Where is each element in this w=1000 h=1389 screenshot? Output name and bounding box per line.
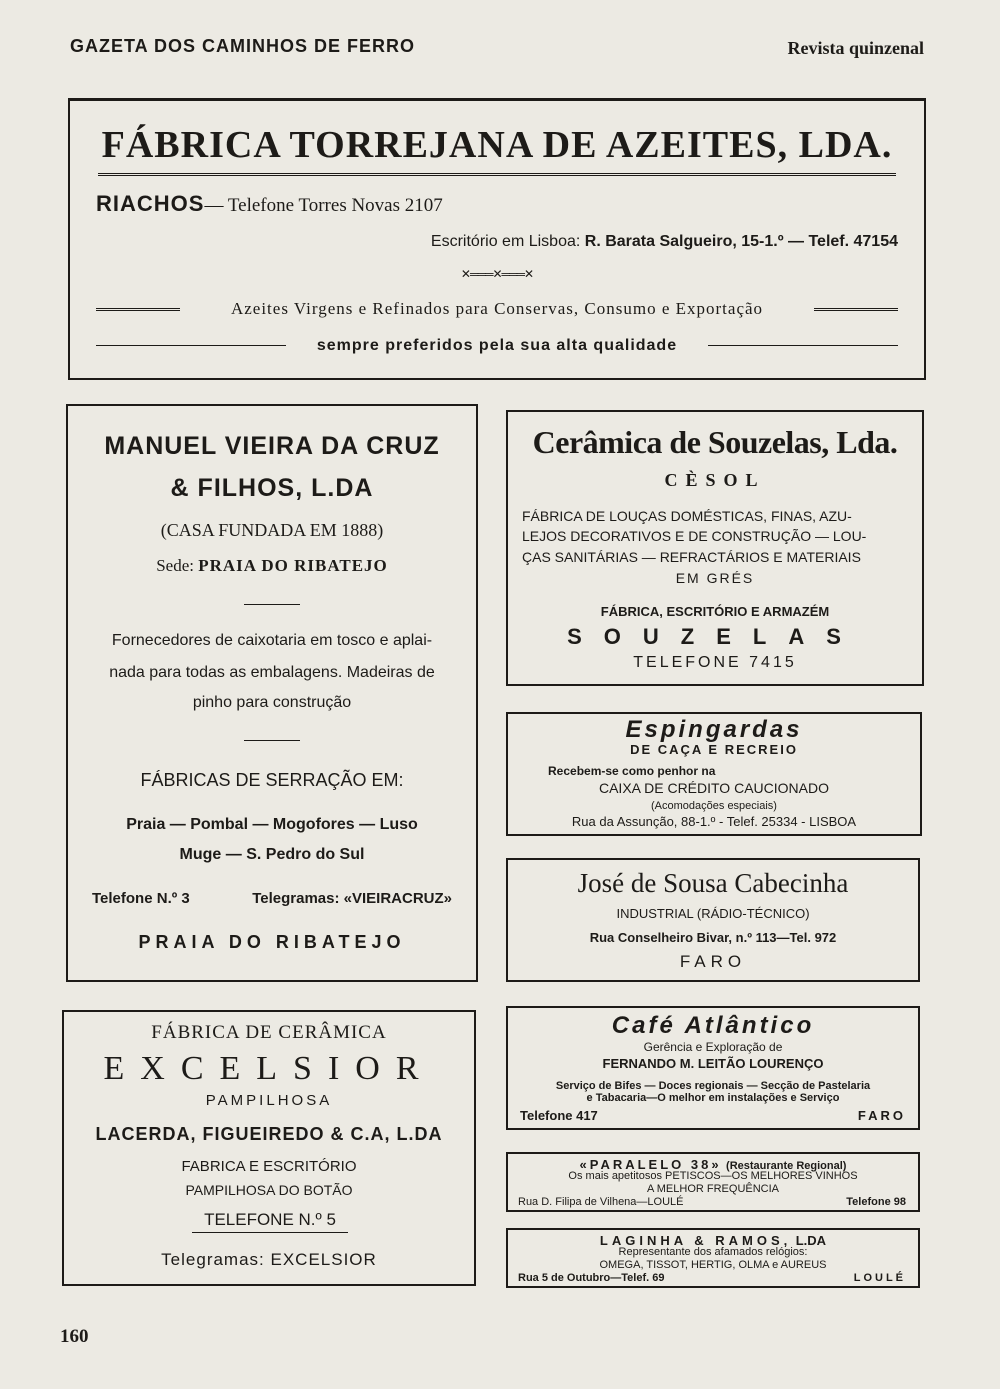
torrejana-slogan: sempre preferidos pela sua alta qualidade	[316, 337, 678, 354]
souzelas-brand: CÈSOL	[664, 470, 766, 490]
torrejana-products: Azeites Virgens e Refinados para Conservas, Consumo e Exportação	[230, 299, 764, 318]
excelsior-place: PAMPILHOSA	[205, 1092, 333, 1109]
paralelo-line2: A MELHOR FREQUÊNCIA	[646, 1183, 780, 1195]
torrejana-rule	[98, 173, 896, 176]
souzelas-phone: TELEFONE 7415	[633, 654, 797, 671]
atlantico-services1: Serviço de Bifes — Doces regionais — Secção de Pastelaria	[555, 1080, 871, 1092]
paralelo-name: «PARALELO 38»	[579, 1157, 722, 1172]
excelsior-owners: LACERDA, FIGUEIREDO & C.A, L.DA	[95, 1124, 443, 1144]
torrejana-town-line	[96, 191, 443, 217]
excelsior-line1: FÁBRICA DE CERÂMICA	[151, 1022, 387, 1043]
vieira-name-line2: & FILHOS, L.DA	[170, 474, 374, 502]
torrejana-office-line	[431, 233, 898, 251]
laginha-line1: Representante dos afamados relógios:	[618, 1246, 808, 1258]
laginha-line2: OMEGA, TISSOT, HERTIG, OLMA e AUREUS	[599, 1259, 827, 1271]
ad-paralelo-38	[506, 1152, 920, 1212]
atlantico-name: Café Atlântico	[611, 1012, 815, 1039]
souzelas-desc-line2: LEJOS DECORATIVOS E DE CONSTRUÇÃO — LOU-	[522, 528, 867, 544]
magazine-title: GAZETA DOS CAMINHOS DE FERRO	[70, 36, 416, 56]
vieira-desc-line3: pinho para construção	[192, 694, 352, 711]
souzelas-town: SOUZELAS	[567, 624, 863, 649]
atlantico-line1: Gerência e Exploração de	[643, 1040, 783, 1054]
vieira-footer: PRAIA DO RIBATEJO	[138, 932, 406, 952]
ad-torrejana	[68, 98, 926, 380]
vieira-factories-title: FÁBRICAS DE SERRAÇÃO EM:	[140, 770, 404, 790]
vieira-phone: Telefone N.º 3	[92, 890, 190, 907]
ad-cafe-atlantico	[506, 1006, 920, 1130]
vieira-mid-rule	[244, 740, 300, 741]
torrejana-office-address: R. Barata Salgueiro, 15-1.º — Telef. 47154	[584, 233, 898, 250]
atlantico-phone: Telefone 417	[520, 1108, 598, 1123]
excelsior-phone: TELEFONE N.º 5	[192, 1210, 348, 1233]
espingardas-line4: Rua da Assunção, 88-1.º - Telef. 25334 - LISBOA	[571, 814, 857, 829]
souzelas-subtitle: FÁBRICA, ESCRITÓRIO E ARMAZÉM	[600, 604, 830, 619]
laginha-suffix: L.DA	[795, 1233, 827, 1248]
souzelas-desc-line1: FÁBRICA DE LOUÇAS DOMÉSTICAS, FINAS, AZU-	[522, 508, 852, 524]
vieira-founded: (CASA FUNDADA EM 1888)	[160, 520, 384, 540]
ad-vieira-da-cruz	[66, 404, 478, 982]
magazine-frequency: Revista quinzenal	[787, 38, 924, 58]
ad-souzelas	[506, 410, 924, 686]
vieira-seat-label: Sede:	[156, 556, 194, 575]
laginha-name: LAGINHA & RAMOS,	[599, 1233, 792, 1248]
vieira-places-line1: Praia — Pombal — Mogofores — Luso	[126, 816, 418, 833]
vieira-desc-line1: Fornecedores de caixotaria em tosco e aplai-	[111, 632, 433, 649]
torrejana-phone: — Telefone Torres Novas 2107	[204, 195, 443, 216]
laginha-town: LOULÉ	[853, 1272, 906, 1284]
excelsior-name: EXCELSIOR	[103, 1050, 435, 1087]
cabecinha-name: José de Sousa Cabecinha	[577, 868, 849, 898]
vieira-telegrams: Telegramas: «VIEIRACRUZ»	[252, 890, 452, 907]
atlantico-town: FARO	[857, 1108, 906, 1123]
paralelo-line1: Os mais apetitosos PETISCOS—OS MELHORES VINHOS	[568, 1170, 858, 1182]
ad-laginha-ramos	[506, 1228, 920, 1288]
excelsior-telegrams: Telegramas: EXCELSIOR	[161, 1250, 377, 1269]
espingardas-line3: (Acomodações especiais)	[651, 800, 777, 812]
souzelas-desc-line3: ÇAS SANITÁRIAS — REFRACTÁRIOS E MATERIAIS	[522, 549, 861, 565]
ad-cabecinha	[506, 858, 920, 982]
torrejana-office-label: Escritório em Lisboa:	[430, 233, 581, 250]
torrejana-slogan-rule-right	[708, 345, 898, 346]
vieira-seat-line	[68, 556, 476, 576]
espingardas-title: Espingardas	[625, 716, 803, 743]
torrejana-ornament: ✕═══✕═══✕	[460, 267, 534, 281]
vieira-seat: PRAIA DO RIBATEJO	[198, 556, 388, 575]
paralelo-phone: Telefone 98	[846, 1196, 906, 1208]
torrejana-rule-right	[814, 308, 898, 311]
ad-espingardas	[506, 712, 922, 836]
paralelo-address: Rua D. Filipa de Vilhena—LOULÉ	[518, 1196, 684, 1208]
excelsior-factory: FABRICA E ESCRITÓRIO	[181, 1158, 357, 1175]
atlantico-owner: FERNANDO M. LEITÃO LOURENÇO	[602, 1056, 824, 1071]
cabecinha-address: Rua Conselheiro Bivar, n.º 113—Tel. 972	[589, 930, 837, 945]
vieira-short-rule	[244, 604, 300, 605]
torrejana-town: RIACHOS	[96, 191, 205, 216]
vieira-places-line2: Muge — S. Pedro do Sul	[179, 846, 365, 863]
paralelo-type: (Restaurante Regional)	[726, 1160, 847, 1172]
espingardas-line1: Recebem-se como penhor na	[548, 764, 716, 778]
vieira-name-line1: MANUEL VIEIRA DA CRUZ	[104, 432, 440, 460]
vieira-desc-line2: nada para todas as embalagens. Madeiras de	[109, 664, 435, 681]
espingardas-subtitle: DE CAÇA E RECREIO	[630, 742, 798, 757]
laginha-address: Rua 5 de Outubro—Telef. 69	[518, 1272, 665, 1284]
atlantico-services2: e Tabacaria—O melhor em instalações e Serviço	[586, 1092, 840, 1104]
page-number: 160	[60, 1326, 89, 1347]
excelsior-address: PAMPILHOSA DO BOTÃO	[185, 1182, 353, 1198]
espingardas-line2: CAIXA DE CRÉDITO CAUCIONADO	[598, 780, 829, 796]
cabecinha-role: INDUSTRIAL (RÁDIO-TÉCNICO)	[616, 906, 810, 921]
torrejana-title: FÁBRICA TORREJANA DE AZEITES, LDA.	[101, 124, 893, 166]
ad-excelsior	[62, 1010, 476, 1286]
souzelas-desc-line4: EM GRÉS	[675, 570, 755, 586]
souzelas-name: Cerâmica de Souzelas, Lda.	[532, 424, 898, 460]
cabecinha-town: FARO	[679, 952, 747, 971]
